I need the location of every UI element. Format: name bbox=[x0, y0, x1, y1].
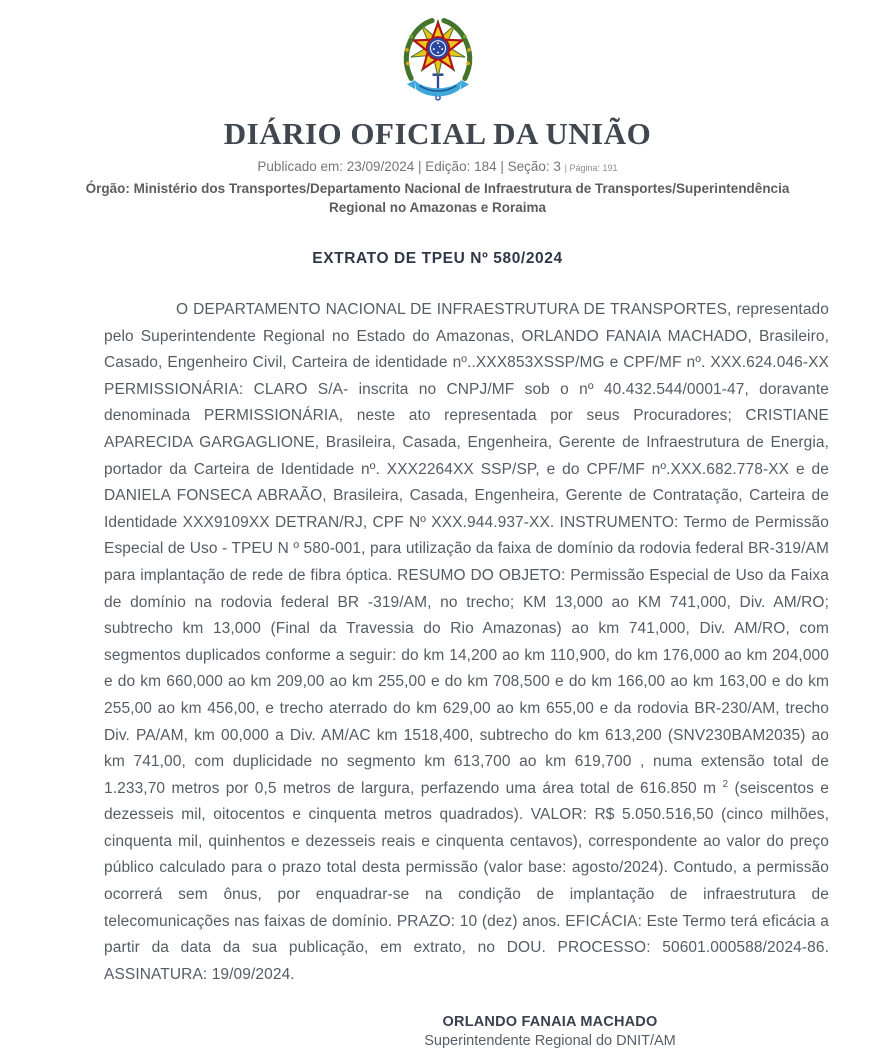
extract-body bbox=[0, 268, 875, 988]
extract-body-text: O DEPARTAMENTO NACIONAL DE INFRAESTRUTURA DE TRANSPORTES, representado pelo Superintendente Regional no Estado do Amazonas, ORLANDO FANAIA MACHADO, Brasileiro, Casado, Engenheiro Civil, Carteira de identidade nº..XXX853XSSP/MG e CPF/MF nº. XXX.624.046-XX PERMISSIONÁRIA: CLARO S/A- inscrita no CNPJ/MF sob o nº 40.432.544/0001-47, doravante denominada PERMISSIONÁRIA, neste ato representada por seus Procuradores; CRISTIANE APARECIDA GARGAGLIONE, Brasileira, Casada, Engenheira, Gerente de Infraestrutura de Energia, portador da Carteira de Identidade nº. XXX2264XX SSP/SP, e do CPF/MF nº.XXX.682.778-XX e de DANIELA FONSECA ABRAÃO, Brasileira, Casada, Engenheira, Gerente de Contratação, Carteira de Identidade XXX9109XX DETRAN/RJ, CPF Nº XXX.944.937-XX. INSTRUMENTO: Termo de Permissão Especial de Uso - TPEU N º 580-001, para utilização da faixa de domínio da rodovia federal BR-319/AM para implantação de rede de fibra óptica. RESUMO DO OBJETO: Permissão Especial de Uso da Faixa de domínio na rodovia federal BR -319/AM, no trecho; KM 13,000 ao KM 741,000, Div. AM/RO; subtrecho km 13,000 (Final da Travessia do Rio Amazonas) ao km 741,000, Div. AM/RO, com segmentos duplicados conforme a seguir: do km 14,200 ao km 110,900, do km 176,000 ao km 204,000 e do km 660,000 ao km 209,00 ao km 255,00 e do km 708,500 e do km 166,00 ao km 163,00 e do km 255,00 ao km 456,00, e trecho aterrado do km 629,00 ao km 655,00 e da rodovia BR-230/AM, trecho Div. PA/AM, km 00,000 a Div. AM/AC km 1518,400, subtrecho do km 613,200 (SNV230BAM2035) ao km 741,00, com duplicidade no segmento km 613,700 ao km 619,700 , numa extensão total de 1.233,70 metros por 0,5 metros de largura, perfazendo uma área total de 616.850 m bbox=[104, 301, 829, 797]
publication-main: Publicado em: 23/09/2024 | Edição: 184 | Seção: 3 bbox=[257, 159, 561, 174]
organ-line: Órgão: Ministério dos Transportes/Departamento Nacional de Infraestrutura de Transportes/Superintendência Regional no Amazonas e Roraima bbox=[85, 181, 790, 215]
extract-body-text-continued: (seiscentos e dezesseis mil, oitocentos e cinquenta metros quadrados). VALOR: R$ 5.050.516,50 (cinco milhões, cinquenta mil, quinhentos e dezesseis reais e cinquenta centavos), correspondente ao valor do preço público calculado para o prazo total desta permissão (valor base: agosto/2024). Contudo, a permissão ocorrerá sem ônus, por enquadrar-se na condição de implantação de infraestrutura de telecomunicações nas faixas de domínio. PRAZO: 10 (dez) anos. EFICÁCIA: Este Termo terá eficácia a partir da data da sua publicação, em extrato, no DOU. PROCESSO: 50601.000588/2024-86. ASSINATURA: 19/09/2024. bbox=[104, 779, 829, 983]
signer-name: ORLANDO FANAIA MACHADO bbox=[442, 1014, 658, 1031]
publication-line bbox=[0, 159, 875, 174]
brazil-coat-of-arms-icon bbox=[396, 13, 480, 112]
signer-role: Superintendente Regional do DNIT/AM bbox=[424, 1033, 676, 1049]
publication-page: | Página: 191 bbox=[564, 163, 618, 173]
dou-header bbox=[0, 0, 875, 217]
signature-block bbox=[270, 1014, 830, 1049]
superscript-square: 2 bbox=[722, 778, 729, 790]
masthead-title: DIÁRIO OFICIAL DA UNIÃO bbox=[223, 116, 652, 151]
document-title: EXTRATO DE TPEU Nº 580/2024 bbox=[312, 250, 563, 267]
